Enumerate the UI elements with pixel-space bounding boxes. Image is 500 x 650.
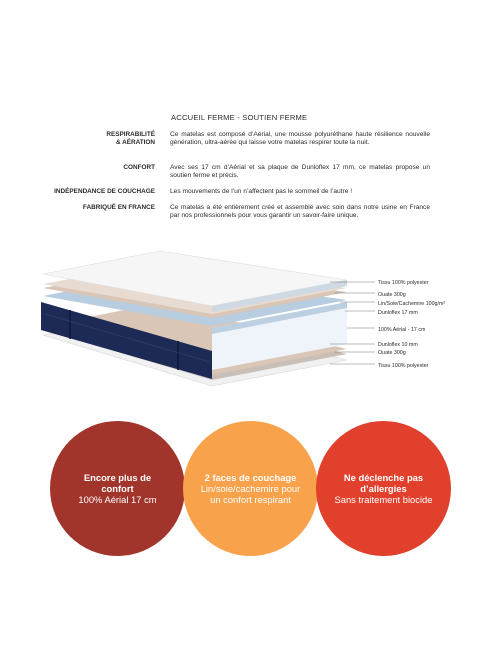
feature-allergy-circle — [316, 421, 451, 556]
layer-label: Ouate 300g — [378, 350, 406, 356]
spec-text: Ce matelas est composé d’Aérial, une mousse polyuréthane haute résilience nouvelle génération, ultra-aérée qui laisse votre matelas respirer toute la nuit. — [170, 131, 430, 146]
layer-label: Tissu 100% polyester — [378, 363, 429, 369]
feature-two-sides-circle — [183, 421, 318, 556]
product-heading: ACCUEIL FERME - SOUTIEN FERME — [171, 113, 308, 122]
spec-label: CONFORT — [123, 164, 155, 171]
layer-label: 100% Aérial - 17 cm — [378, 327, 426, 333]
feature-title: 2 faces de couchage — [204, 472, 297, 483]
mattress-layers-diagram — [0, 240, 500, 400]
layer-label: Ouate 300g — [378, 292, 406, 298]
feature-title: Encore plus de confort — [83, 472, 152, 494]
feature-subtitle: Lin/soie/cachemire pour un confort respirant — [200, 483, 301, 505]
layer-label: Lin/Soie/Cachemire 100g/m² — [378, 301, 446, 307]
feature-subtitle: Sans traitement biocide — [334, 494, 433, 505]
layer-label: Dunloflex 10 mm — [378, 342, 418, 348]
layer-label: Dunloflex 17 mm — [378, 310, 418, 316]
spec-text: Avec ses 17 cm d’Aérial et sa plaque de Dunloflex 17 mm, ce matelas propose un soutien ferme et précis. — [170, 164, 430, 179]
spec-text: Ce matelas a été entièrement créé et assemblé avec soin dans notre usine en France par nos professionnels pour vous garantir un savoir-faire unique. — [170, 204, 430, 219]
spec-text: Les mouvements de l’un n’affectent pas le sommeil de l’autre ! — [170, 188, 353, 195]
spec-label: INDÉPENDANCE DE COUCHAGE — [54, 188, 155, 195]
feature-comfort-circle — [50, 421, 185, 556]
feature-subtitle: 100% Aérial 17 cm — [78, 494, 157, 505]
spec-label: RESPIRABILITÉ & AÉRATION — [106, 131, 155, 146]
spec-label: FABRIQUÉ EN FRANCE — [82, 204, 155, 211]
layer-label: Tissu 100% polyester — [378, 280, 429, 286]
feature-title: Ne déclenche pas d’allergies — [343, 472, 424, 494]
